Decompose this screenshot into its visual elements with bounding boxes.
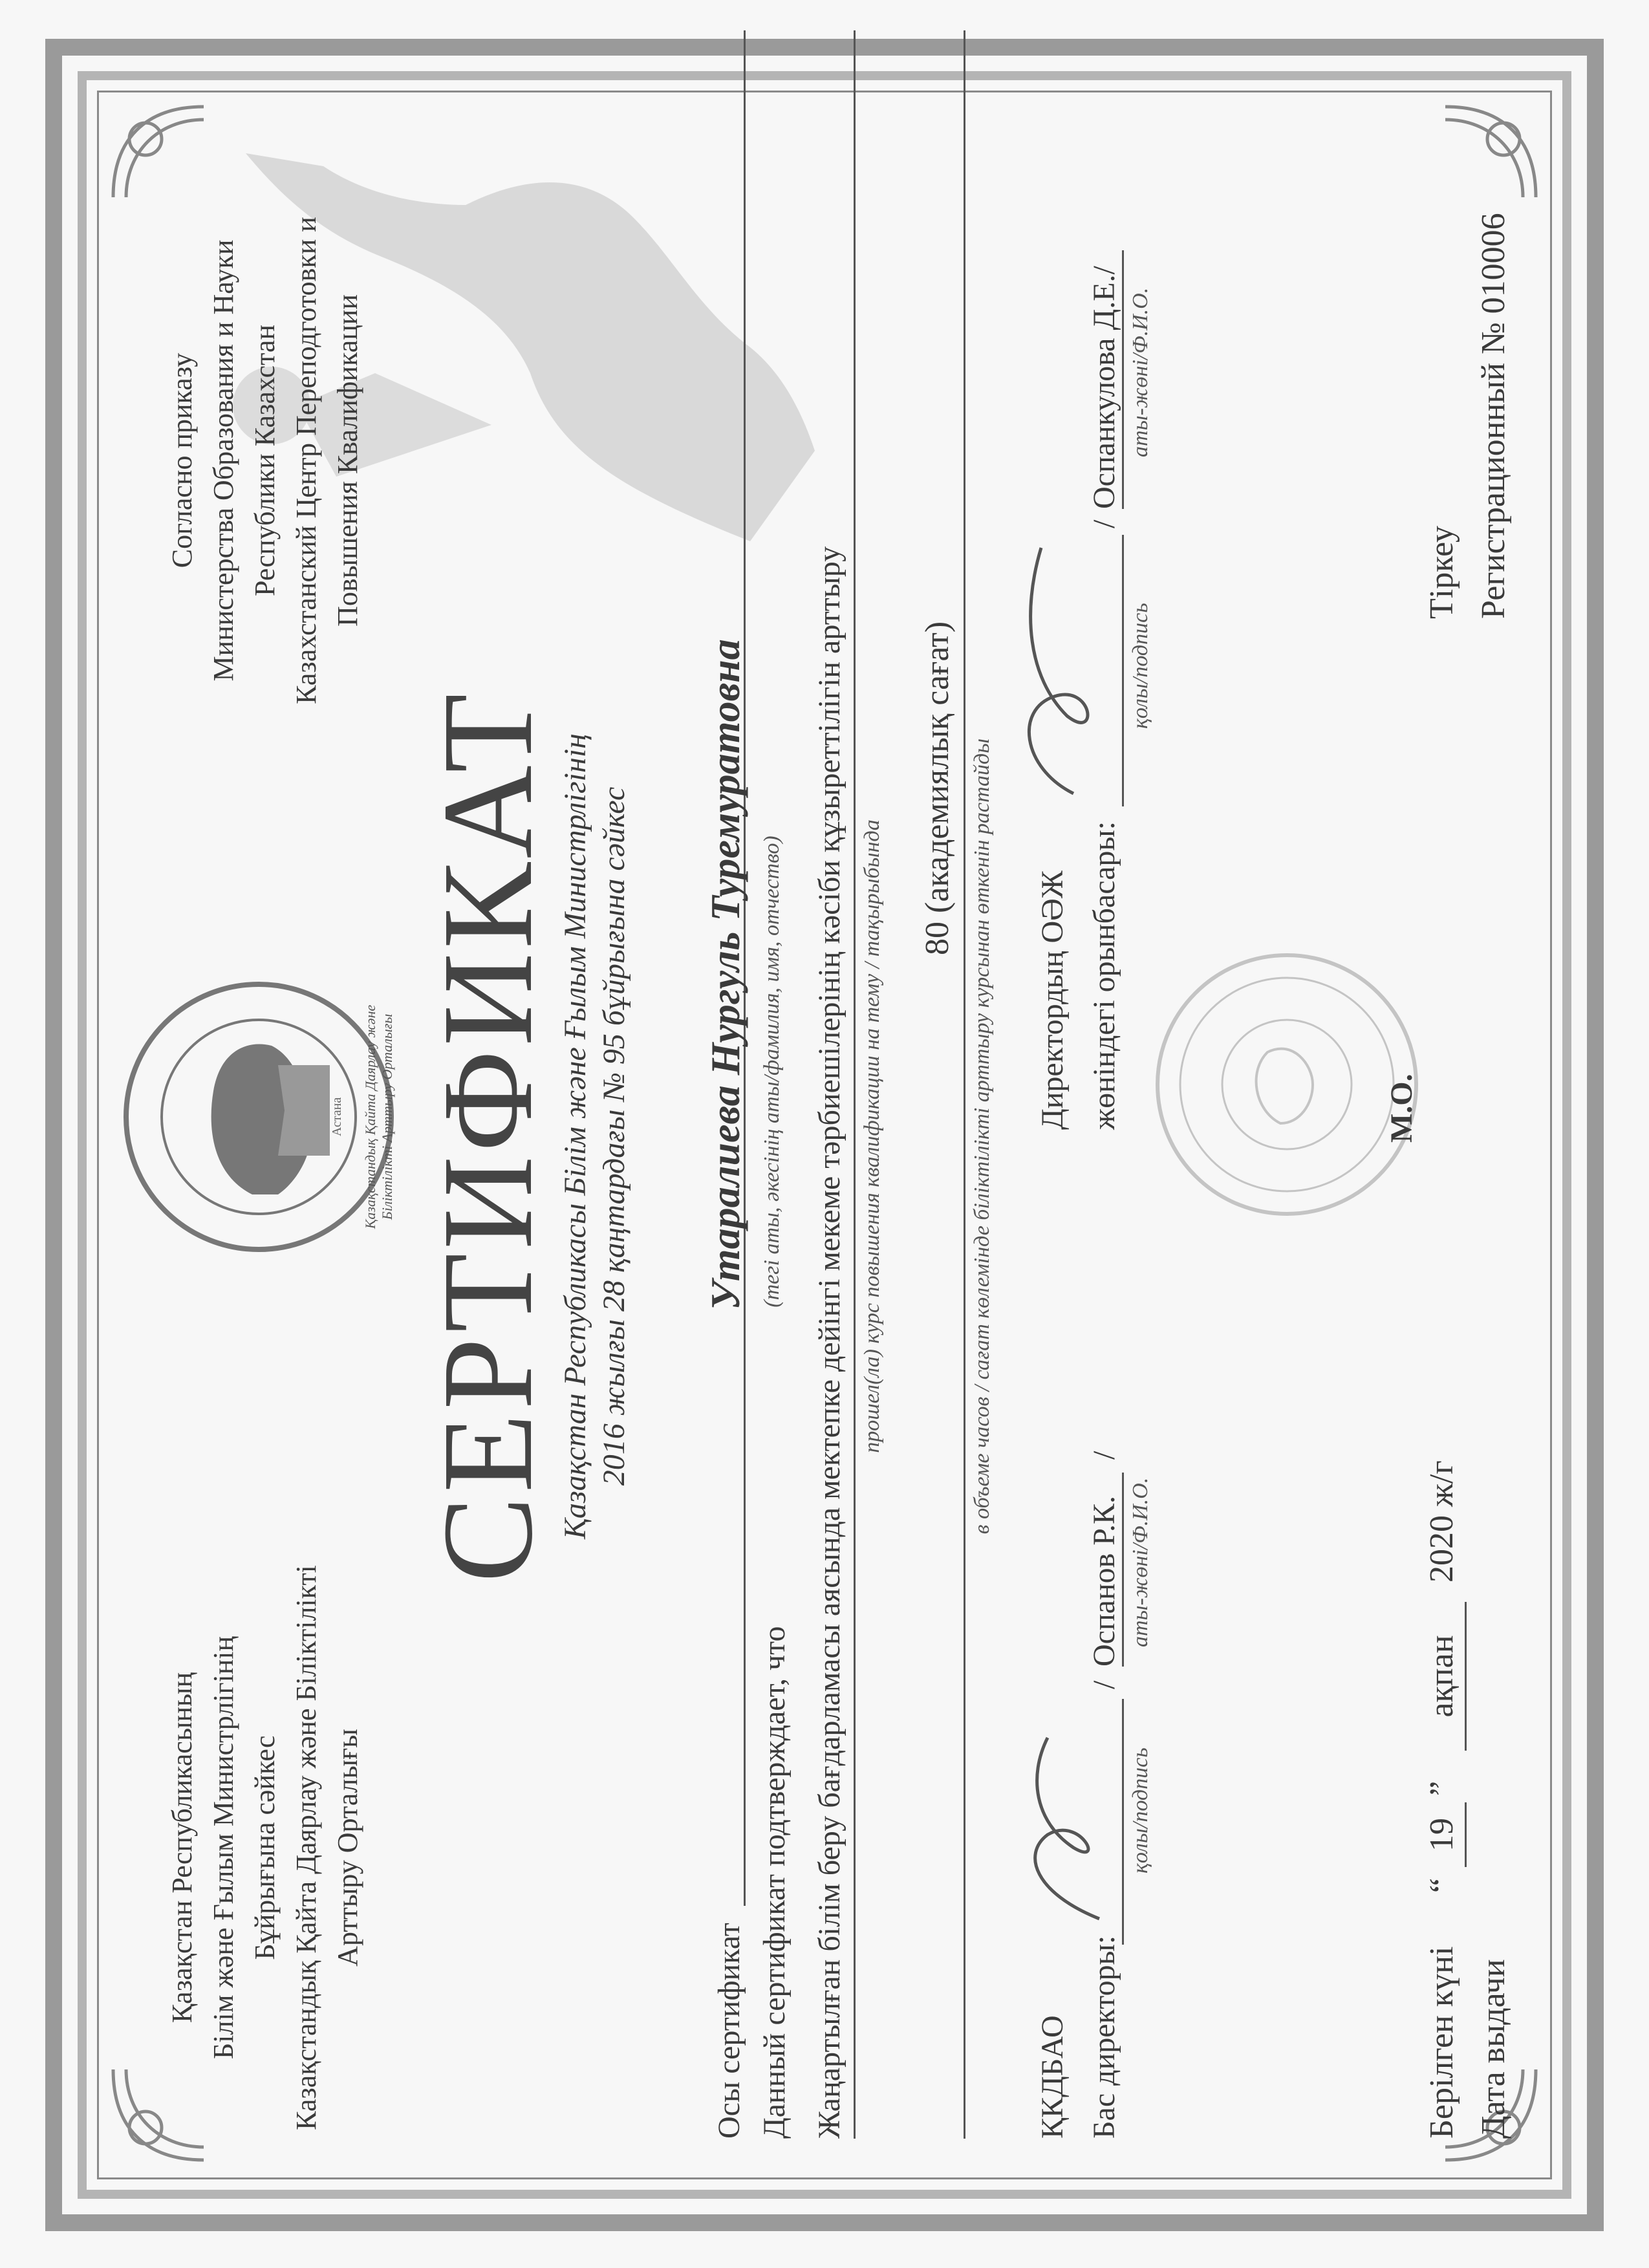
director-name-line (1122, 1473, 1124, 1667)
order-line-2: 2016 жылғы 28 қаңтардағы № 95 бұйрығына сәйкес (597, 786, 631, 1486)
header-right-line-1: Согласно приказу (166, 352, 198, 568)
deputy-name-caption: аты-жөні/Ф.И.О. (1128, 287, 1152, 457)
course-hours: 80 (академиялық сағат) (919, 621, 956, 955)
recipient-full-name: Утаралиева Нургуль Туремуратовна (702, 639, 748, 1310)
course-topic: Жаңартылған білім беру бағдарламасы аясында мектепке дейінгі мекеме тәрбиешілерінің кәсіби құзыреттілігін арттыру (812, 546, 846, 2139)
logo-inner-text: Астана (330, 1097, 344, 1136)
deputy-sign-line (1122, 535, 1124, 806)
registration-number: Регистрационный № 010006 (1475, 213, 1512, 619)
logo-ring-text: Қазақстандық Қайта Даярлау және Біліктілікті Арттыру Орталығы (362, 1004, 395, 1229)
deputy-label-line-2: жөніндегі орынбасары: (1087, 821, 1121, 1130)
slash-left: / (1087, 1680, 1121, 1689)
confirms-text: Данный сертификат подтверждает, что (757, 1626, 792, 2139)
header-right (162, 153, 369, 768)
issue-year: 2020 ж/г (1423, 1460, 1460, 1582)
director-signature-image (1009, 1718, 1119, 1932)
issue-date-label-kz: Берілген күні (1423, 1946, 1460, 2139)
header-left-line-2: Білім және Ғылым Министрлігінің (208, 1636, 239, 2060)
header-left-line-5: Арттыру Орталығы (332, 1729, 363, 1967)
hours-caption: в объеме часов / сағат көлемінде біліктілікті арттыру курсынан өткенін растайды (970, 738, 994, 1535)
order-line-1: Қазақстан Республикасы Білім және Ғылым Министрлігінің (558, 733, 592, 1539)
official-stamp-image (1151, 949, 1423, 1220)
organization-abbreviation: ҚКДБАО (1035, 2015, 1070, 2139)
registration-label-kz: Тіркеу (1423, 526, 1460, 619)
deputy-label-line-1: Директордың ОӘЖ (1035, 870, 1070, 1130)
slash-right: / (1087, 1451, 1121, 1460)
header-right-line-4: Казахстанский Центр Переподготовки и (290, 217, 322, 704)
director-name: Оспанов Р.К. (1087, 1495, 1121, 1667)
slash-deputy: / (1087, 519, 1121, 528)
deputy-signature-image (996, 535, 1119, 806)
organization-logo (116, 975, 401, 1259)
deputy-name: Оспанкулова Д.Е./ (1087, 266, 1121, 509)
this-certificate-label: Осы сертификат (712, 1923, 746, 2139)
stamp-label: М.О. (1385, 1074, 1419, 1143)
order-reference (556, 554, 634, 1718)
header-left-line-3: Бұйрығына сәйкес (249, 1735, 281, 1960)
deputy-name-line (1122, 250, 1124, 509)
issue-day-line (1465, 1802, 1467, 1867)
logo-emblem-icon (116, 975, 401, 1259)
header-right-line-3: Республики Казахстан (249, 324, 281, 597)
issue-month-line (1465, 1602, 1467, 1751)
issue-date-label-ru: Дата выдачи (1475, 1959, 1512, 2139)
header-right-line-5: Повышения Квалификации (332, 294, 363, 627)
header-left-line-4: Казақстандық Қайта Даярлау және Біліктілікті (290, 1565, 322, 2130)
issue-day: 19 (1423, 1818, 1460, 1852)
issue-month: ақпан (1423, 1635, 1460, 1718)
hours-underline (964, 30, 965, 2139)
director-name-caption: аты-жөні/Ф.И.О. (1128, 1477, 1152, 1647)
director-sign-caption: қолы/подпись (1128, 1747, 1152, 1874)
director-label: Бас директоры: (1087, 1935, 1121, 2139)
course-caption: прошел(ла) курс повышения квалификации на тему / тақырыбында (860, 819, 884, 1453)
header-left (162, 1557, 369, 2139)
header-right-line-2: Министерства Образования и Науки (208, 239, 239, 682)
director-sign-line (1122, 1699, 1124, 1945)
deputy-sign-caption: қолы/подпись (1128, 603, 1152, 729)
name-caption: (тегі аты, әкесінің аты/фамилия, имя, отчество) (760, 836, 784, 1308)
course-underline (854, 30, 856, 2139)
header-left-line-1: Қазақстан Республикасының (166, 1672, 198, 2024)
quote-open: “ (1423, 1877, 1460, 1893)
quote-close: ” (1423, 1780, 1460, 1796)
certificate-title: СЕРТИФИКАТ (416, 689, 559, 1583)
